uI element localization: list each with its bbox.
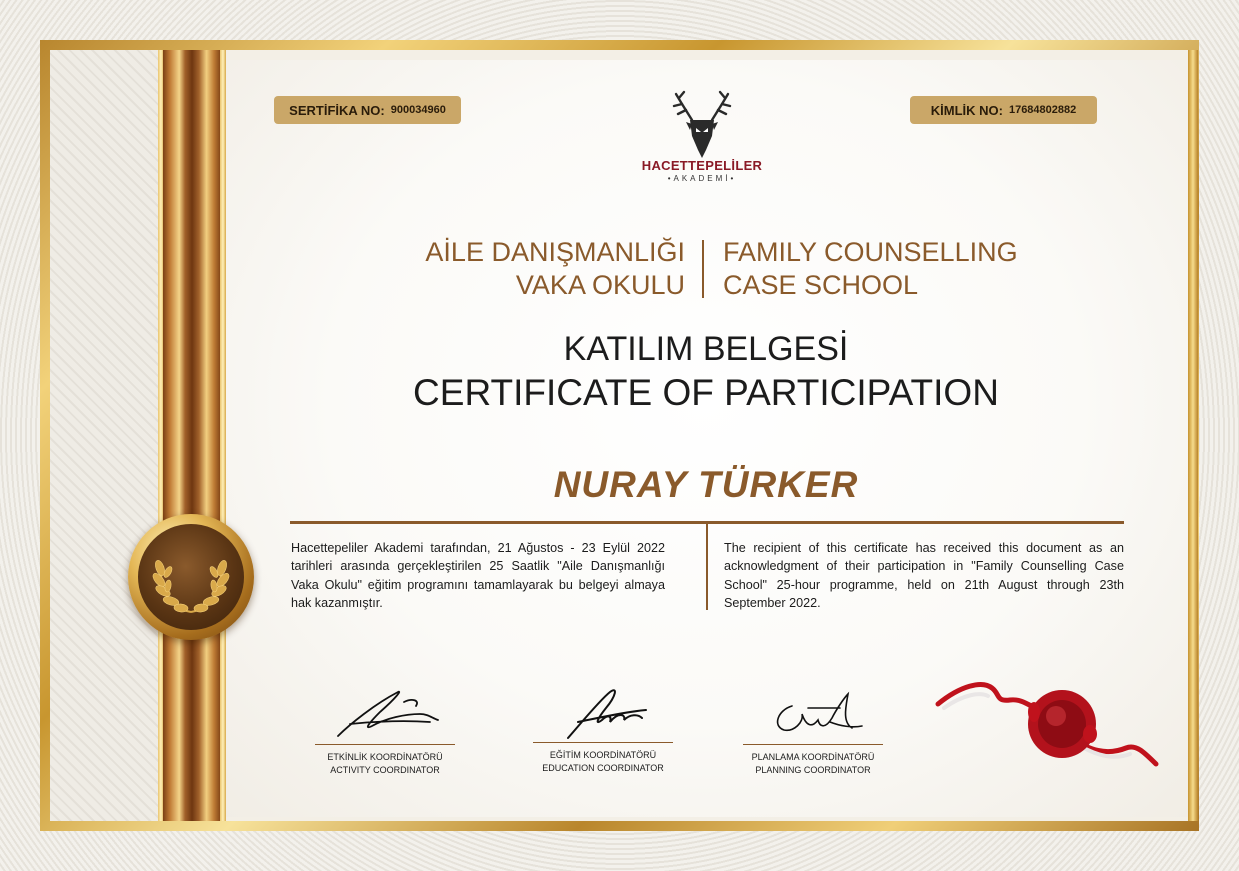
signature-title-tr: ETKİNLİK KOORDİNATÖRÜ bbox=[327, 752, 443, 762]
gold-stripe bbox=[1188, 50, 1198, 821]
academy-logo bbox=[632, 88, 772, 198]
signature-education-coordinator bbox=[520, 682, 686, 775]
program-name-en bbox=[723, 236, 1018, 302]
signature-title-en: ACTIVITY COORDINATOR bbox=[330, 765, 440, 775]
signature-activity-coordinator bbox=[300, 684, 470, 777]
program-tr-line1: AİLE DANIŞMANLIĞI bbox=[425, 237, 685, 267]
id-number-value: 17684802882 bbox=[1008, 104, 1077, 116]
program-en-line2: CASE SCHOOL bbox=[723, 270, 919, 300]
program-en-line1: FAMILY COUNSELLING bbox=[723, 237, 1018, 267]
id-number-badge bbox=[910, 96, 1097, 124]
certificate-number-badge bbox=[274, 96, 461, 124]
logo-subtitle: •AKADEMİ• bbox=[667, 174, 737, 183]
id-number-label: KİMLİK NO: bbox=[930, 102, 1003, 118]
program-name-tr bbox=[425, 236, 685, 302]
certificate-number-value: 900034960 bbox=[390, 104, 446, 116]
ribbon-edge-right bbox=[220, 50, 226, 821]
signature-scribble-icon bbox=[538, 682, 668, 742]
signature-line bbox=[743, 744, 883, 745]
signature-title-en: PLANNING COORDINATOR bbox=[755, 765, 871, 775]
recipient-name: NURAY TÜRKER bbox=[553, 464, 859, 505]
body-text-en: The recipient of this certificate has received this document as an acknowledgment of their participation in "Family Counselling Case School" 25-hour programme, held on 21th August through 23th September 2022. bbox=[724, 541, 1124, 611]
signature-line bbox=[315, 744, 455, 745]
signature-planning-coordinator bbox=[730, 684, 896, 777]
deer-head-icon bbox=[662, 88, 742, 162]
body-text-tr: Hacettepeliler Akademi tarafından, 21 Ağustos - 23 Eylül 2022 tarihleri arasında gerçekleştirilen 25 Saatlik "Aile Danışmanlığı Vaka Okulu" eğitim programını tamamlayarak bu belgeyi almaya hak kazanmıştır. bbox=[291, 541, 665, 611]
certificate-title-en: CERTIFICATE OF PARTICIPATION bbox=[413, 372, 999, 413]
signature-title-en: EDUCATION COORDINATOR bbox=[542, 763, 664, 773]
laurel-wreath-icon bbox=[138, 524, 244, 630]
signature-scribble-icon bbox=[748, 684, 878, 744]
program-divider bbox=[702, 240, 704, 298]
signature-scribble-icon bbox=[320, 684, 450, 744]
logo-name: HACETTEPELİLER bbox=[641, 158, 763, 173]
program-tr-line2: VAKA OKULU bbox=[515, 270, 685, 300]
gold-ribbon bbox=[163, 50, 221, 821]
certificate-title-tr: KATILIM BELGESİ bbox=[563, 330, 849, 368]
signature-line bbox=[533, 742, 673, 743]
wax-seal-icon bbox=[930, 668, 1160, 778]
certificate-number-label: SERTİFİKA NO: bbox=[289, 102, 385, 118]
signature-title-tr: PLANLAMA KOORDİNATÖRÜ bbox=[751, 752, 875, 762]
signature-title-tr: EĞİTİM KOORDİNATÖRÜ bbox=[549, 750, 657, 760]
body-divider bbox=[706, 523, 708, 610]
